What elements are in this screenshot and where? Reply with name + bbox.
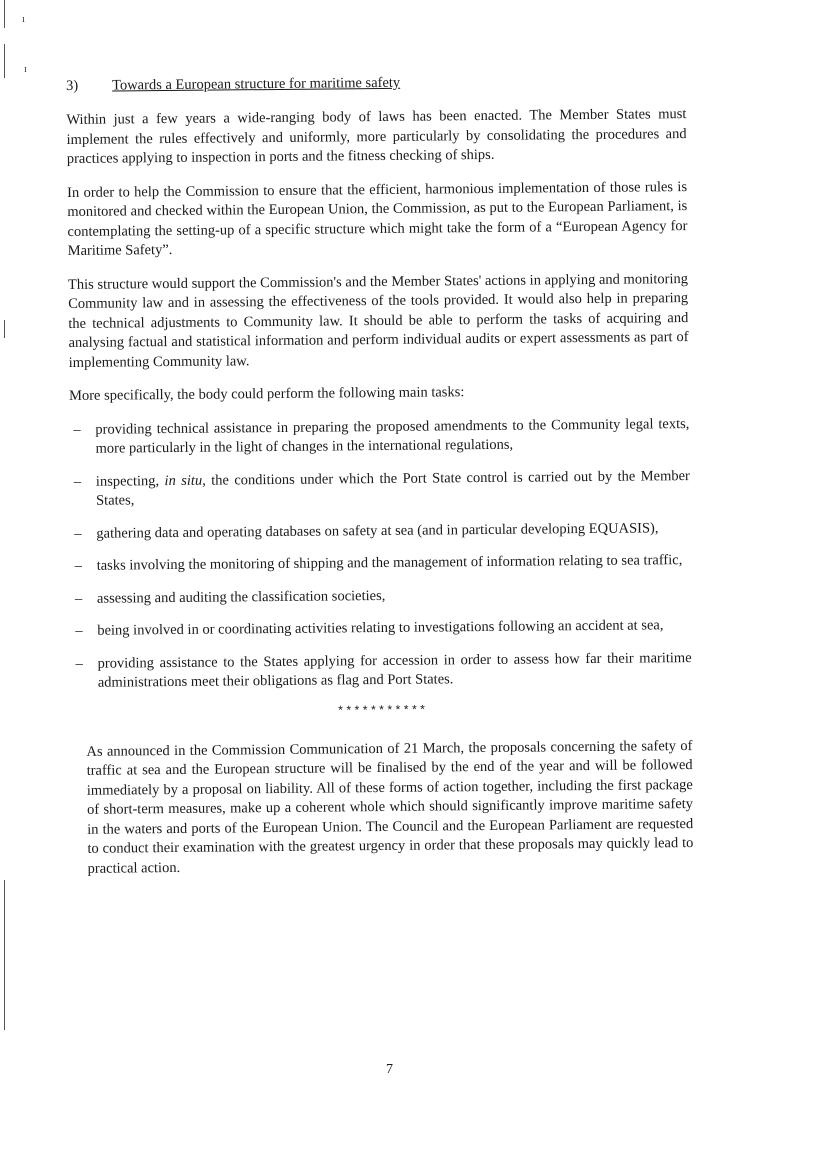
margin-mark: ı bbox=[22, 14, 25, 25]
page-number: 7 bbox=[386, 1062, 393, 1077]
list-item bbox=[70, 467, 690, 512]
task-list bbox=[69, 415, 692, 694]
bullet-dash: – bbox=[75, 623, 83, 640]
paragraph: This structure would support the Commission's and the Member States' actions in applying and monitoring Community law and in assessing the effectiveness of the tools provided. It would also help in preparing the technical adjustments to Community law. It should be able to perform the tasks of acquiring and analysing factual and statistical information and perform individual audits or expert assessments as part of implementing Community law. bbox=[67, 270, 689, 371]
task-text: providing assistance to the States applying for accession in order to assess how far their maritime administrations meet their obligations as flag and Port States. bbox=[97, 649, 692, 692]
section-separator: *********** bbox=[336, 703, 428, 719]
margin-scan-line bbox=[4, 0, 5, 28]
list-item bbox=[71, 584, 691, 609]
paragraph: Within just a few years a wide-ranging body of laws has been enacted. The Member States must implement the rules effectively and uniformly, more particularly by consolidating the procedures and practices applying to inspection in ports and the fitness checking of ships. bbox=[66, 106, 687, 168]
list-item bbox=[71, 551, 691, 576]
section-heading bbox=[66, 72, 686, 95]
bullet-dash: – bbox=[74, 558, 83, 575]
section-number: 3) bbox=[66, 77, 79, 94]
section-title: Towards a European structure for maritime safety bbox=[111, 74, 401, 94]
paragraph: More specifically, the body could perform the following main tasks: bbox=[68, 384, 465, 405]
margin-scan-line bbox=[4, 880, 5, 1030]
task-text: providing technical assistance in preparing the proposed amendments to the Community legal texts, more particularly in the light of changes in the international regulations, bbox=[95, 415, 690, 458]
list-item bbox=[70, 519, 690, 544]
task-text: assessing and auditing the classification societies, bbox=[96, 587, 386, 607]
task-text: being involved in or coordinating activities relating to investigations following an accident at sea, bbox=[97, 617, 664, 640]
task-text: gathering data and operating databases on safety at sea (and in particular developing EQUASIS), bbox=[96, 520, 659, 542]
document-page bbox=[66, 72, 694, 893]
closing-paragraph: As announced in the Commission Communication of 21 March, the proposals concerning the safety of traffic at sea and the European structure will be finalised by the end of the year and will be followed immediately by a proposal on liability. All of these forms of action together, including the first package of short-term measures, make up a coherent whole which should significantly improve maritime safety in the waters and ports of the European Union. The Council and the European Parliament are requested to conduct their examination with the greatest urgency in order that these proposals may quickly lead to practical action. bbox=[86, 737, 694, 877]
bullet-dash: – bbox=[74, 525, 82, 542]
task-text: inspecting, in situ, the conditions under which the Port State control is carried out by the Member States, bbox=[95, 467, 690, 510]
list-item bbox=[69, 415, 689, 460]
bullet-dash: – bbox=[73, 421, 81, 438]
paragraph: In order to help the Commission to ensure that the efficient, harmonious implementation of those rules is monitored and checked within the European Union, the Commission, as put to the European Parliament, is contemplating the setting-up of a specific structure which might take the form of a “European Agency for Maritime Safety”. bbox=[67, 178, 688, 260]
margin-scan-line bbox=[4, 44, 5, 78]
list-item bbox=[72, 649, 692, 694]
bullet-dash: – bbox=[75, 655, 83, 672]
margin-scan-line bbox=[4, 320, 5, 338]
bullet-dash: – bbox=[73, 473, 82, 490]
task-text: tasks involving the monitoring of shipping and the management of information relating to sea traffic, bbox=[96, 552, 683, 575]
bullet-dash: – bbox=[74, 590, 83, 607]
list-item bbox=[71, 616, 691, 641]
margin-mark: ɪ bbox=[24, 64, 27, 75]
